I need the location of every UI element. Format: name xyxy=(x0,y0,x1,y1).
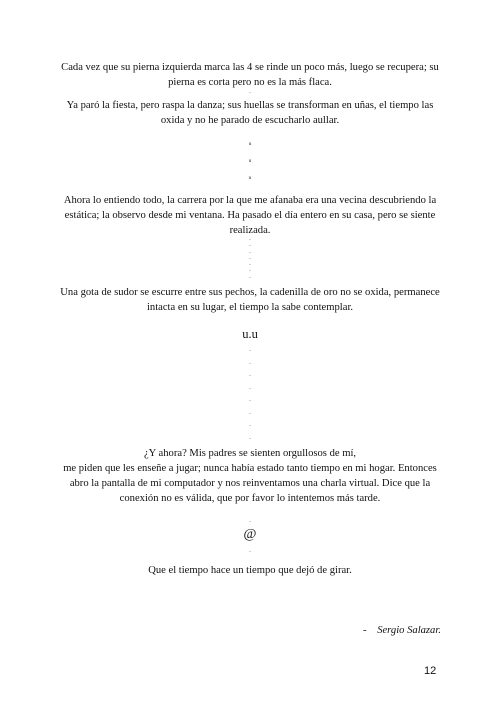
separator-dot-column xyxy=(0,344,500,444)
page-number: 12 xyxy=(424,665,437,677)
separator-dot-column xyxy=(0,236,500,280)
separator-uu: u.u xyxy=(242,327,258,341)
separator-dot: . xyxy=(249,397,251,403)
separator-dot: . xyxy=(249,89,251,95)
separator-dot: . xyxy=(249,409,251,416)
separator-u: u xyxy=(248,159,252,164)
separator-dot: . xyxy=(249,372,251,378)
separator-u: u xyxy=(248,142,252,147)
separator-dot: . xyxy=(249,422,251,428)
paragraph-5-line-1: ¿Y ahora? Mis padres se sienten orgullosos de mí, xyxy=(143,448,357,459)
separator-dot: . xyxy=(249,347,251,353)
separator-dot: . xyxy=(249,273,251,280)
separator-u: u xyxy=(248,176,252,181)
separator-dot: . xyxy=(249,267,251,274)
paragraph-5-text: me piden que les enseñe a jugar; nunca había estado tanto tiempo en mi hogar. Entonces abro la pantalla de mi computador y nos reinventamos una charla virtual. Dice que la conexión no es válida, que por favor lo intentemos más tarde. xyxy=(63,463,437,504)
paragraph-6-text: Que el tiempo hace un tiempo que dejó de girar. xyxy=(148,565,352,576)
paragraph-3-text: Ahora lo entiendo todo, la carrera por la que me afanaba era una vecina descubriendo la estática; la observo desde mi ventana. Ha pasado el día entero en su casa, pero se siente realizada. xyxy=(63,195,437,236)
paragraph-6 xyxy=(58,563,442,578)
paragraph-1 xyxy=(58,60,442,90)
paragraph-5 xyxy=(58,446,442,506)
separator-dot: . xyxy=(249,248,251,255)
signature xyxy=(363,624,441,638)
paragraph-2-text: Ya paró la fiesta, pero raspa la danza; sus huellas se transforman en uñas, el tiempo las oxida y no he parado de escucharlo aullar. xyxy=(66,100,434,126)
separator-dot: . xyxy=(249,434,251,441)
separator-dot: . xyxy=(249,518,251,524)
paragraph-2 xyxy=(58,98,442,128)
separator-dot: . xyxy=(249,236,251,242)
paragraph-4-text: Una gota de sudor se escurre entre sus pechos, la cadenilla de oro no se oxida, permanece intacta en su lugar, el tiempo la sabe contemplar. xyxy=(60,287,440,313)
signature-dash: - xyxy=(363,625,367,636)
paragraph-1-text: Cada vez que su pierna izquierda marca las 4 se rinde un poco más, luego se recupera; su pierna es corta pero no es la más flaca. xyxy=(61,62,439,88)
separator-at: @ xyxy=(243,527,257,542)
separator-dot: . xyxy=(249,359,251,366)
paragraph-4 xyxy=(58,285,442,315)
paragraph-3 xyxy=(58,193,442,238)
signature-name: Sergio Salazar. xyxy=(377,625,441,636)
separator-dot: . xyxy=(249,254,251,261)
separator-dot: . xyxy=(249,384,251,391)
separator-dot: . xyxy=(249,261,251,268)
separator-dot: . xyxy=(249,548,251,554)
separator-dot: . xyxy=(249,242,251,249)
